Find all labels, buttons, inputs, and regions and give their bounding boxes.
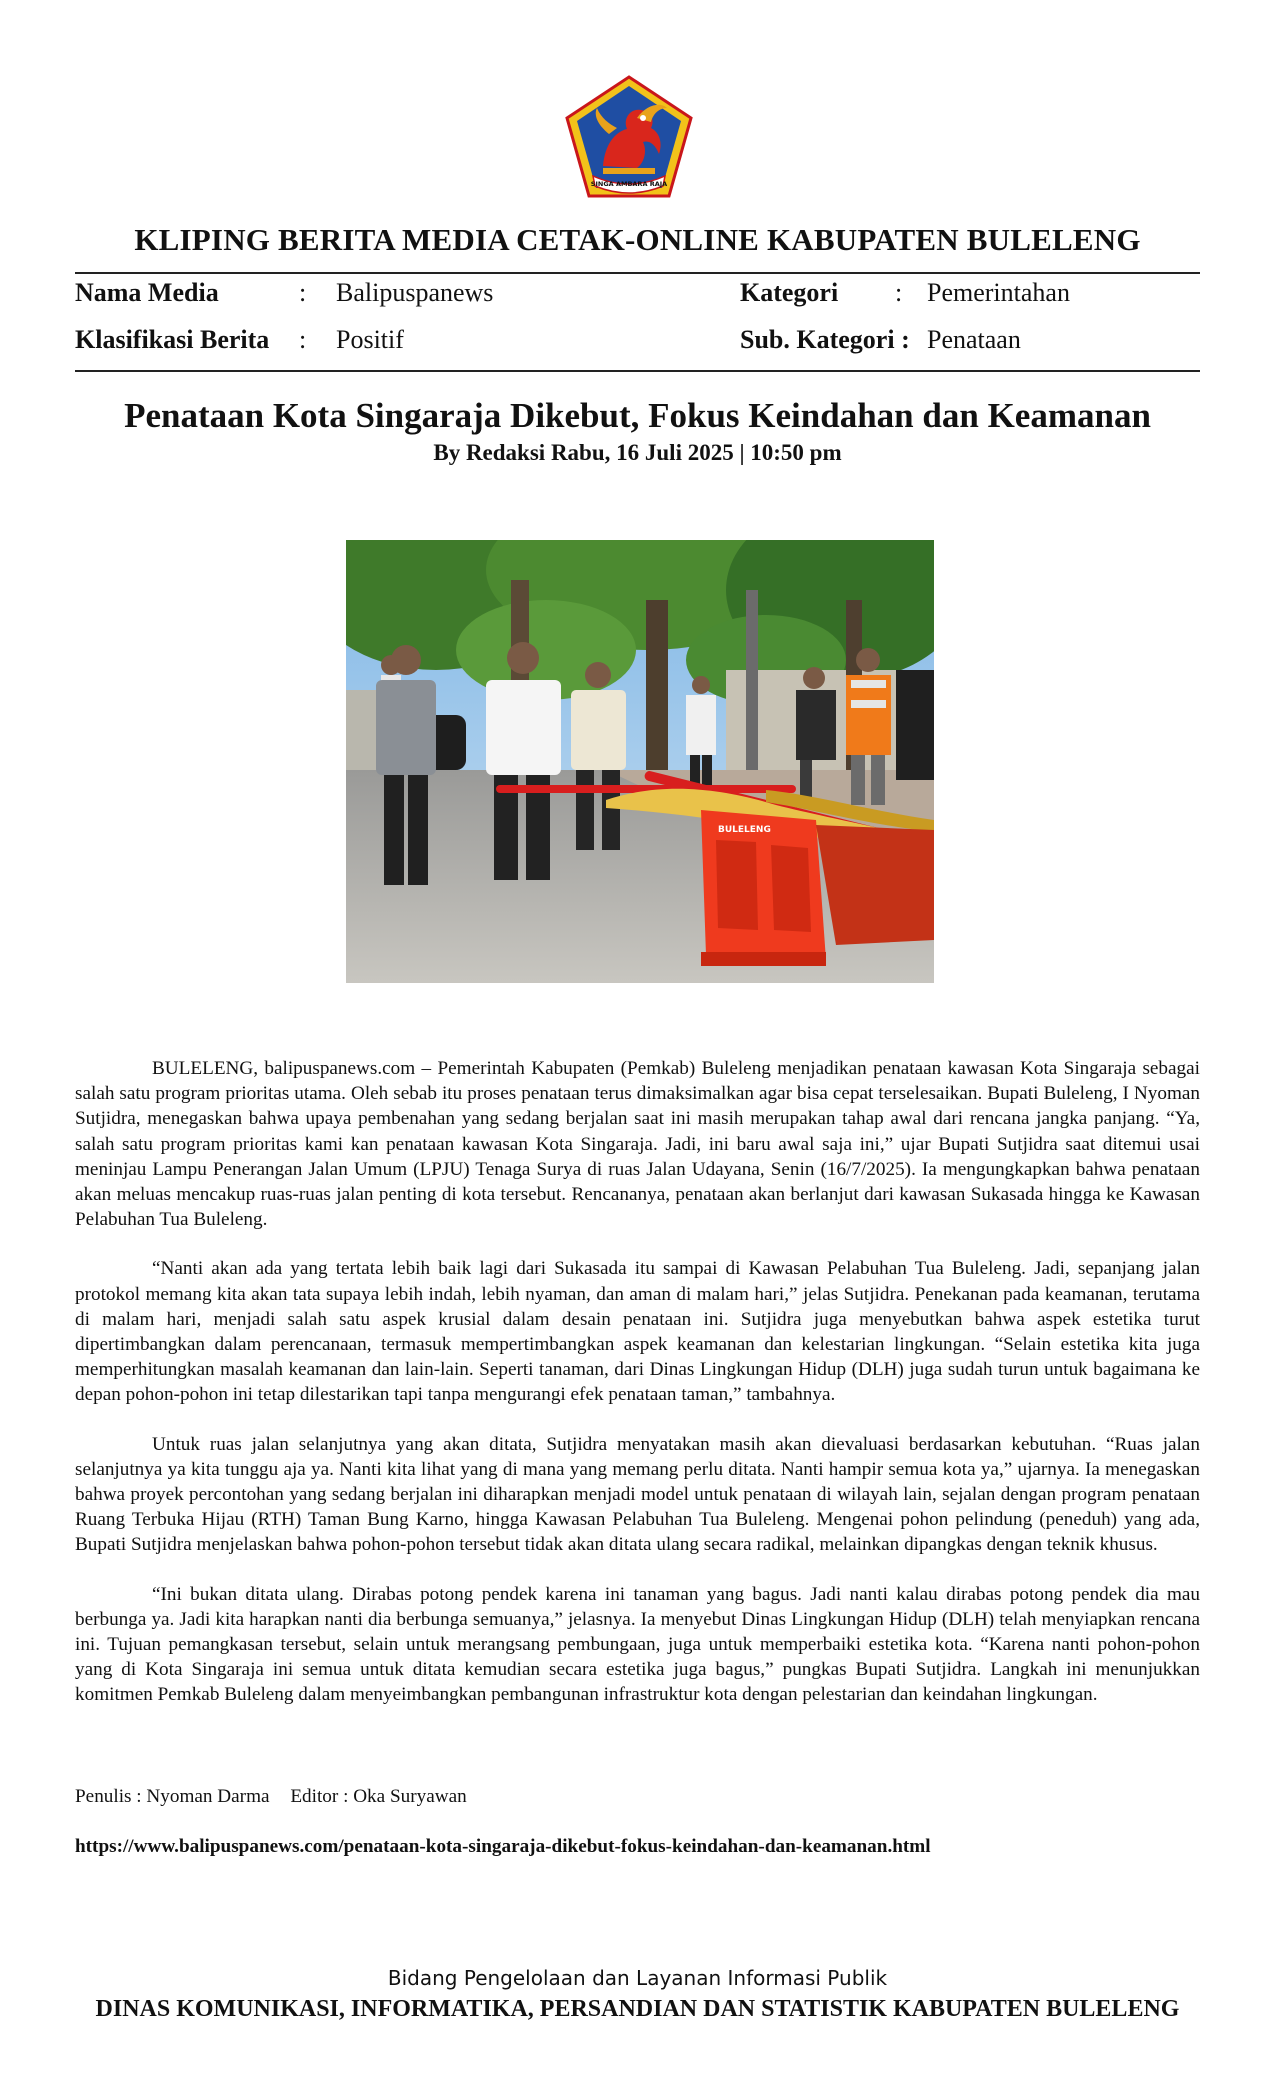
klasifikasi-colon: : — [299, 325, 307, 354]
footer-division: Bidang Pengelolaan dan Layanan Informasi Publik — [387, 1966, 888, 1990]
sub-kategori-label: Sub. Kategori : — [740, 325, 910, 354]
meta-row-media — [75, 278, 1200, 318]
header-divider-top — [75, 272, 1200, 274]
kategori-label: Kategori — [740, 278, 839, 307]
sub-kategori-value: Penataan — [927, 325, 1021, 354]
article-paragraph: “Nanti akan ada yang tertata lebih baik lagi dari Sukasada itu sampai di Kawasan Pelabuhan Tua Buleleng. Jadi, sepanjang jalan protokol memang kita akan tata supaya lebih indah, lebih nyaman, dan aman di malam hari,” jelas Sutjidra. Penekanan pada keamanan, terutama di malam hari, menjadi salah satu aspek krusial dalam desain penataan ini. Sutjidra juga menyebutkan bahwa aspek estetika turut dipertimbangkan dalam perencanaan, termasuk mempertimbangkan aspek keamanan dan kelestarian lingkungan. “Selain estetika kita juga memperhitungkan masalah keamanan dan lain-lain. Seperti tanaman, dari Dinas Lingkungan Hidup (DLH) juga sudah turun untuk bagaimana ke depan pohon-pohon ini tetap dilestarikan tapi tanpa mengurangi efek penataan taman,” tambahnya. — [75, 1258, 1200, 1406]
klasifikasi-label: Klasifikasi Berita — [75, 325, 270, 354]
article-byline: By Redaksi Rabu, 16 Juli 2025 | 10:50 pm — [433, 440, 842, 465]
author-credit: Penulis : Nyoman Darma — [75, 1786, 270, 1807]
photo-barrier-text: BULELENG — [718, 825, 771, 835]
article-paragraph: Untuk ruas jalan selanjutnya yang akan ditata, Sutjidra menyatakan masih akan dievaluasi berdasarkan kebutuhan. “Ruas jalan selanjutnya ya kita tunggu aja ya. Nanti kita lihat yang di mana yang memang perlu ditata. Nanti hampir semua kota ya,” ujarnya. Ia menegaskan bahwa proyek percontohan yang sedang berjalan ini diharapkan menjadi model untuk penataan di wilayah lain, sejalan dengan program penataan Ruang Terbuka Hijau (RTH) Taman Bung Karno, hingga Kawasan Pelabuhan Tua Buleleng. Mengenai pohon pelindung (peneduh) yang ada, Bupati Sutjidra menjelaskan bahwa pohon-pohon tersebut tidak akan ditata ulang secara radikal, melainkan dipangkas dengan teknik khusus. — [75, 1433, 1200, 1556]
header-divider-bottom — [75, 370, 1200, 372]
article-title: Penataan Kota Singaraja Dikebut, Fokus Keindahan dan Keamanan — [124, 396, 1151, 435]
klasifikasi-value: Positif — [336, 325, 404, 354]
nama-media-value: Balipuspanews — [336, 278, 494, 307]
editor-credit: Editor : Oka Suryawan — [290, 1786, 467, 1807]
nama-media-colon: : — [299, 278, 307, 307]
article-credits — [75, 1786, 467, 1808]
meta-row-classification — [75, 325, 1200, 365]
article-paragraph: “Ini bukan ditata ulang. Dirabas potong pendek karena ini tanaman yang bagus. Jadi nanti kalau dirabas potong pendek dia mau berbunga ya. Jadi kita harapkan nanti dia berbunga semuanya,” jelasnya. Ia menyebut Dinas Lingkungan Hidup (DLH) telah menyiapkan rencana ini. Tujuan pemangkasan tersebut, selain untuk merangsang pembungaan, juga untuk memperbaiki estetika kota. “Karena nanti pohon-pohon yang di Kota Singaraja ini semua untuk ditata kemudian secara estetika juga bagus,” pungkas Bupati Sutjidra. Langkah ini menunjukkan komitmen Pemkab Buleleng dalam menyeimbangkan pembangunan infrastruktur kota dengan pelestarian dan keindahan lingkungan. — [75, 1583, 1200, 1706]
source-url-link[interactable]: https://www.balipuspanews.com/penataan-kota-singaraja-dikebut-fokus-keindahan-dan-keamanan.html — [75, 1836, 931, 1857]
emblem-motto: SINGA AMBARA RAJA — [590, 180, 668, 188]
footer-agency: DINAS KOMUNIKASI, INFORMATIKA, PERSANDIAN DAN STATISTIK KABUPATEN BULELENG — [95, 1996, 1180, 2022]
article-paragraph: BULELENG, balipuspanews.com – Pemerintah Kabupaten (Pemkab) Buleleng menjadikan penataan kawasan Kota Singaraja sebagai salah satu program prioritas utama. Oleh sebab itu proses penataan terus dimaksimalkan agar bisa cepat terselesaikan. Bupati Buleleng, I Nyoman Sutjidra, menegaskan bahwa upaya pembenahan yang sedang berjalan saat ini masih merupakan tahap awal dari rencana jangka panjang. “Ya, salah satu program prioritas kami kan penataan kawasan Kota Singaraja. Jadi, ini baru awal saja ini,” ujar Bupati Sutjidra saat ditemui usai meninjau Lampu Penerangan Jalan Umum (LPJU) Tenaga Surya di ruas Jalan Udayana, Senin (16/7/2025). Ia mengungkapkan bahwa penataan akan meluas mencakup ruas-ruas jalan penting di kota tersebut. Rencananya, penataan akan berlanjut dari kawasan Sukasada hingga ke Kawasan Pelabuhan Tua Buleleng. — [75, 1058, 1200, 1231]
kategori-value: Pemerintahan — [927, 278, 1070, 307]
clipping-header-title: KLIPING BERITA MEDIA CETAK-ONLINE KABUPATEN BULELENG — [134, 222, 1141, 257]
article-body — [75, 1056, 1200, 1732]
buleleng-emblem-logo — [563, 74, 695, 200]
kategori-colon: : — [895, 278, 903, 307]
article-photo — [346, 540, 934, 983]
nama-media-label: Nama Media — [75, 278, 219, 307]
